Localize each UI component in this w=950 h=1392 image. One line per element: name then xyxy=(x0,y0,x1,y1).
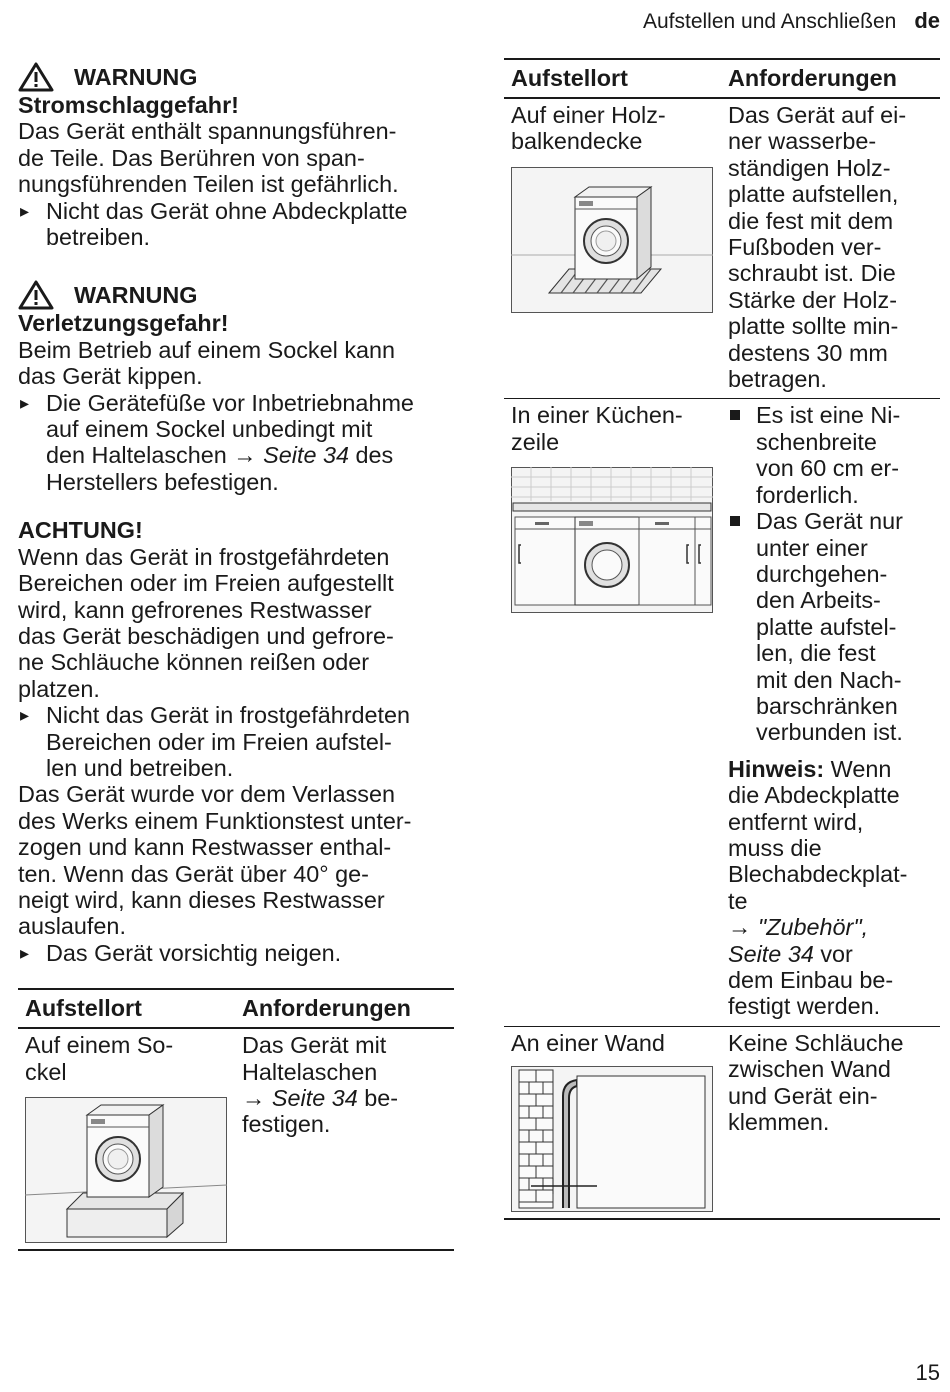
warning-heading xyxy=(18,280,454,310)
text-line: te xyxy=(728,887,748,914)
text-line: platte sollte min- xyxy=(728,313,899,340)
text-line: Das Gerät auf ei- xyxy=(728,102,907,128)
text-line: und Gerät ein- xyxy=(728,1082,878,1109)
location-cell xyxy=(504,399,721,1026)
right-column xyxy=(504,58,940,1220)
requirements-cell xyxy=(235,1028,454,1250)
text-line: zogen und kann Restwasser enthal- xyxy=(18,834,392,861)
requirements-cell xyxy=(721,98,940,399)
text-span: vor xyxy=(813,940,853,967)
caution-text-2 xyxy=(18,781,454,939)
text-span: des xyxy=(349,442,394,469)
text-line: muss die xyxy=(728,834,822,861)
text-line: Keine Schläuche xyxy=(728,1029,904,1056)
table-row xyxy=(504,98,940,399)
text-line: destens 30 mm xyxy=(728,339,888,366)
action-bullet xyxy=(18,702,454,781)
text-line: ten. Wenn das Gerät über 40° ge- xyxy=(18,860,369,887)
column-header-location: Aufstellort xyxy=(504,59,721,98)
hint-note xyxy=(728,756,932,1020)
text-line: barschränken xyxy=(756,692,898,719)
text-line: ▸ Das Gerät vorsichtig neigen. xyxy=(46,939,342,966)
text-line: ständigen Holz- xyxy=(728,154,891,181)
text-line: neigt wird, kann dieses Restwasser xyxy=(18,886,385,913)
text-line: Das Gerät mit xyxy=(242,1032,387,1059)
text-line: Wenn das Gerät in frostgefährdeten xyxy=(18,543,390,570)
text-line: ne Schläuche können reißen oder xyxy=(18,649,370,676)
washer-on-pedestal-illustration xyxy=(25,1097,227,1243)
accessory-reference-link[interactable]: → "Zubehör", xyxy=(728,914,869,941)
text-line: festigt werden. xyxy=(728,993,881,1020)
page-header xyxy=(643,8,940,35)
warning-label: WARNUNG xyxy=(74,63,198,90)
text-line: ckel xyxy=(25,1058,67,1085)
warning-triangle-icon xyxy=(18,62,54,92)
list-item xyxy=(728,402,932,508)
text-line: nungsführenden Teilen ist gefährlich. xyxy=(18,171,399,198)
text-line: Blechabdeckplat- xyxy=(728,861,908,888)
text-line xyxy=(46,442,454,468)
text-line: platte aufstellen, xyxy=(728,181,899,208)
text-line: auslaufen. xyxy=(18,913,126,940)
text-line: mit den Nach- xyxy=(756,666,902,693)
warning-text xyxy=(18,118,454,197)
text-line: die fest mit dem xyxy=(728,207,894,234)
text-line: ner wasserbe- xyxy=(728,128,877,155)
column-header-requirements: Anforderungen xyxy=(235,989,454,1028)
text-line xyxy=(728,941,932,967)
text-line: betragen. xyxy=(728,366,827,393)
text-line: Beim Betrieb auf einem Sockel kann xyxy=(18,336,396,363)
table-row xyxy=(504,1026,940,1219)
location-cell xyxy=(18,1028,235,1250)
text-line: de Teile. Das Berühren von span- xyxy=(18,144,365,171)
warning-title: Stromschlaggefahr! xyxy=(18,92,239,118)
page-reference-link[interactable]: → Seite 34 xyxy=(233,442,349,469)
page-reference-link[interactable]: Seite 34 xyxy=(728,940,814,967)
text-line: Das Gerät wurde vor dem Verlassen xyxy=(18,781,396,808)
column-header-location: Aufstellort xyxy=(18,989,235,1028)
text-line: wird, kann gefrorenes Restwasser xyxy=(18,596,372,623)
text-line: ▸ Nicht das Gerät in frostgefährdeten xyxy=(46,702,411,729)
washer-on-wooden-floor-illustration xyxy=(511,167,713,313)
column-header-requirements: Anforderungen xyxy=(721,59,940,98)
text-line: verbunden ist. xyxy=(756,719,903,746)
text-line: das Gerät beschädigen und gefrore- xyxy=(18,622,394,649)
text-line: auf einem Sockel unbedingt mit xyxy=(46,416,373,443)
text-span: Wenn xyxy=(824,755,892,782)
text-line: ▸ Nicht das Gerät ohne Abdeckplatte xyxy=(46,197,408,224)
text-line: dem Einbau be- xyxy=(728,967,894,993)
text-line: das Gerät kippen. xyxy=(18,363,203,390)
hint-label: Hinweis: xyxy=(728,755,825,782)
text-line: Bereichen oder im Freien aufstel- xyxy=(46,728,392,755)
text-line: In einer Küchen- xyxy=(511,402,683,429)
text-line: Das Gerät nur xyxy=(756,508,903,535)
list-item xyxy=(728,508,932,746)
text-line: zwischen Wand xyxy=(728,1056,891,1083)
left-column xyxy=(18,62,454,1251)
caution-title: ACHTUNG! xyxy=(18,517,143,544)
text-span: den Haltelaschen xyxy=(46,442,234,469)
language-code: de xyxy=(914,8,940,33)
text-line: ▸ Die Gerätefüße vor Inbetriebnahme xyxy=(46,389,414,416)
washer-in-kitchen-illustration xyxy=(511,467,713,613)
text-line: len und betreiben. xyxy=(46,754,234,781)
washer-against-wall-illustration xyxy=(511,1066,713,1212)
text-line xyxy=(728,756,932,782)
text-line: betreiben. xyxy=(46,224,151,251)
requirements-cell xyxy=(721,1026,940,1219)
text-line: schenbreite xyxy=(756,428,877,455)
page-number: 15 xyxy=(915,1359,940,1385)
text-line xyxy=(242,1085,446,1111)
installation-table-right xyxy=(504,58,940,1220)
text-line: Herstellers befestigen. xyxy=(46,468,279,495)
text-line: Haltelaschen xyxy=(242,1058,378,1085)
text-line: forderlich. xyxy=(756,481,859,508)
location-cell xyxy=(504,98,721,399)
text-line: Das Gerät enthält spannungsführen- xyxy=(18,118,397,145)
warning-heading xyxy=(18,62,454,92)
text-line: Auf einem So- xyxy=(25,1032,174,1059)
text-line: platte aufstel- xyxy=(756,613,897,640)
text-line: Es ist eine Ni- xyxy=(756,402,901,429)
action-bullet xyxy=(18,940,454,966)
text-line: von 60 cm er- xyxy=(756,455,899,482)
caution-text xyxy=(18,544,454,702)
text-line: len, die fest xyxy=(756,640,876,667)
action-bullet xyxy=(18,390,454,496)
text-line: schraubt ist. Die xyxy=(728,260,896,287)
text-line: durchgehen- xyxy=(756,560,888,587)
text-line: entfernt wird, xyxy=(728,808,864,835)
action-bullet xyxy=(18,198,454,251)
table-row xyxy=(18,1028,454,1250)
text-line: Auf einer Holz- xyxy=(511,102,666,128)
text-line: die Abdeckplatte xyxy=(728,782,900,809)
text-line: den Arbeits- xyxy=(756,587,881,614)
location-cell xyxy=(504,1026,721,1219)
text-line: Bereichen oder im Freien aufgestellt xyxy=(18,570,394,597)
text-line: An einer Wand xyxy=(511,1029,665,1056)
text-line: platzen. xyxy=(18,675,100,702)
section-title: Aufstellen und Anschließen xyxy=(642,10,897,33)
warning-title: Verletzungsgefahr! xyxy=(18,310,229,337)
warning-label: WARNUNG xyxy=(74,282,198,309)
text-line: Stärke der Holz- xyxy=(728,286,897,313)
text-line: unter einer xyxy=(756,534,868,561)
installation-table-left xyxy=(18,988,454,1251)
requirements-list xyxy=(728,402,932,745)
table-row xyxy=(504,399,940,1026)
text-span: be- xyxy=(357,1085,399,1111)
requirements-cell xyxy=(721,399,940,1026)
warning-electric-shock xyxy=(18,62,454,250)
warning-text xyxy=(18,337,454,390)
text-line: balkendecke xyxy=(511,128,643,155)
text-line: Fußboden ver- xyxy=(728,234,882,261)
text-line: festigen. xyxy=(242,1111,331,1138)
text-line: des Werks einem Funktionstest unter- xyxy=(18,807,412,834)
text-line: zeile xyxy=(511,428,560,455)
page-reference-link[interactable]: → Seite 34 xyxy=(242,1085,358,1111)
caution-section xyxy=(18,517,454,966)
text-line: klemmen. xyxy=(728,1109,830,1136)
warning-triangle-icon xyxy=(18,280,54,310)
warning-injury xyxy=(18,280,454,495)
